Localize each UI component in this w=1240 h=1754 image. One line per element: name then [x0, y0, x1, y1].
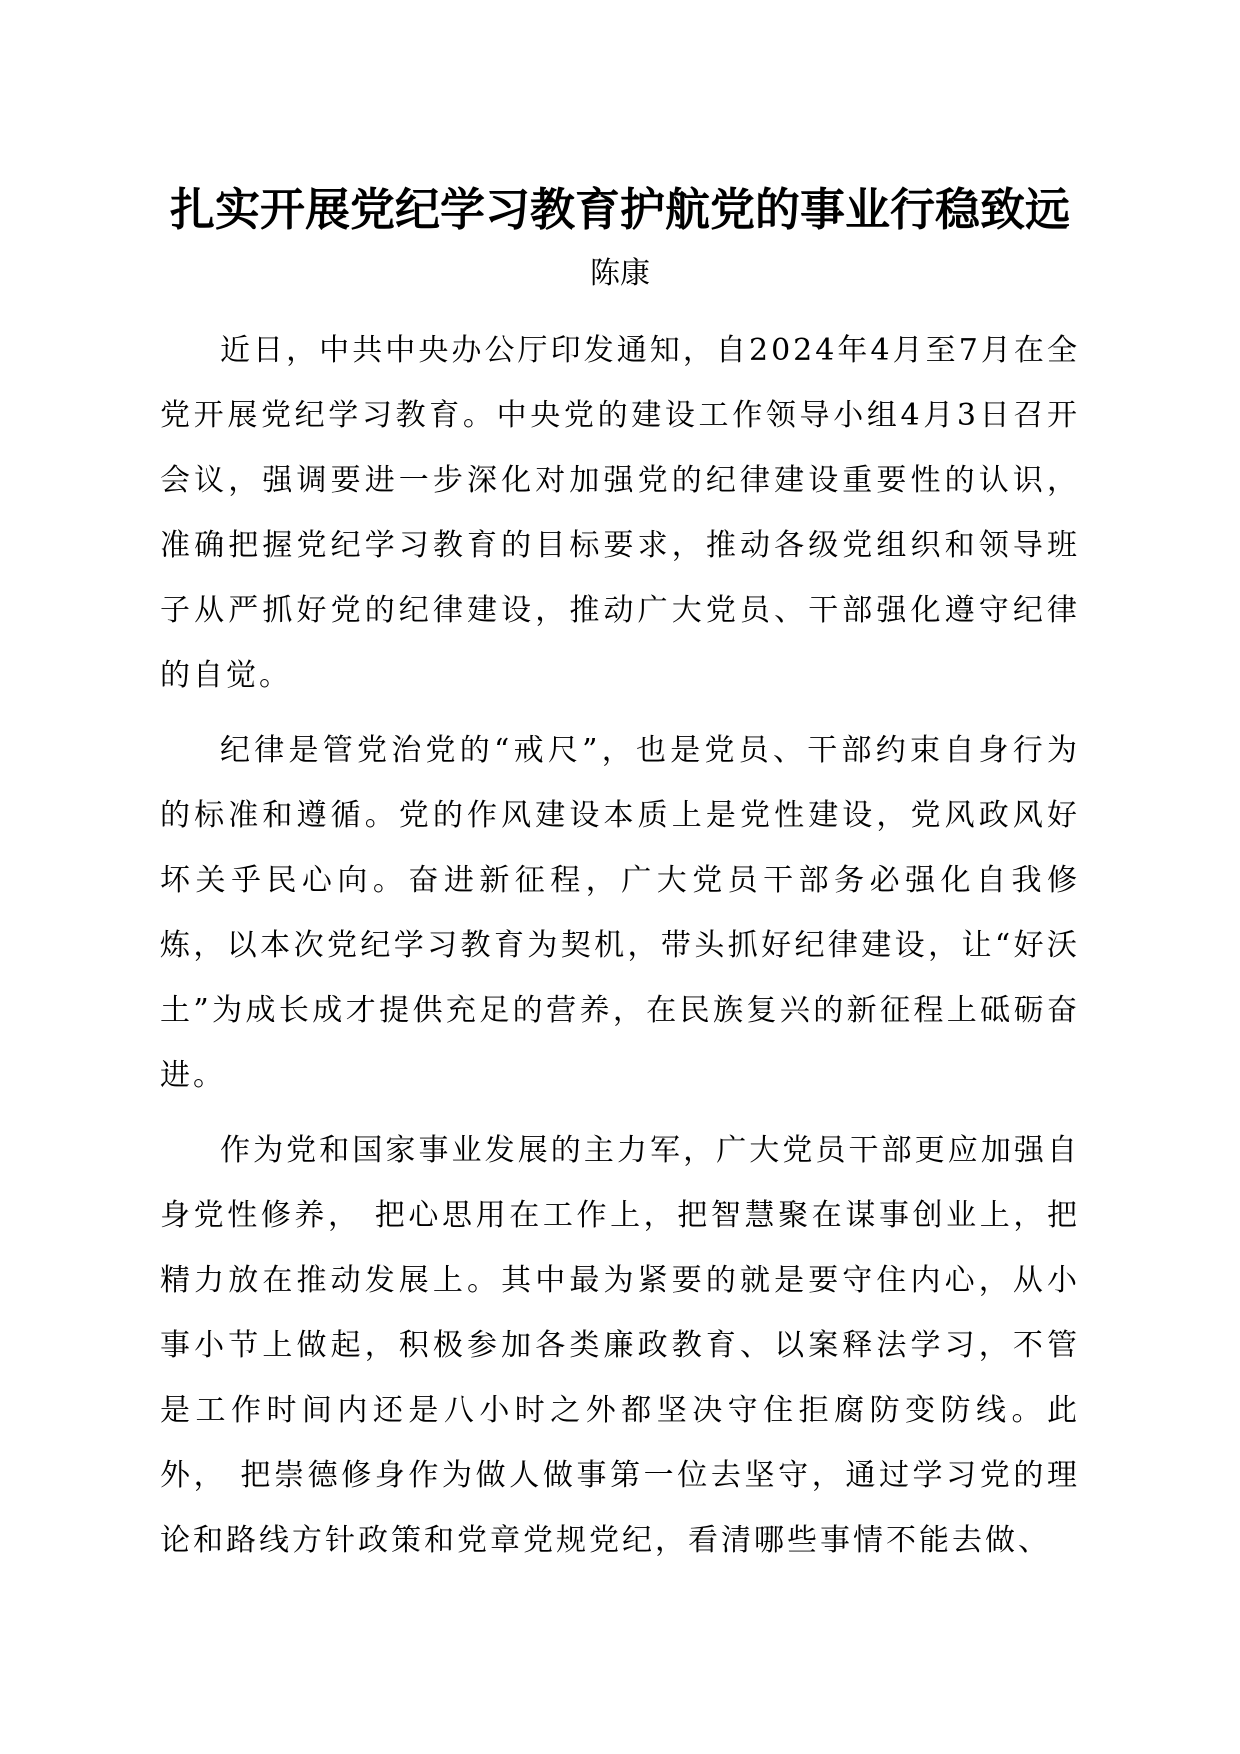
document-title: 扎实开展党纪学习教育护航党的事业行稳致远	[169, 183, 1070, 236]
document-body	[160, 318, 1080, 1583]
paragraph-2: 纪律是管党治党的“戒尺”，也是党员、干部约束自身行为的标准和遵循。党的作风建设本质上是党性建设，党风政风好坏关乎民心向。奋进新征程，广大党员干部务必强化自我修炼，以本次党纪学习教育为契机，带头抓好纪律建设，让“好沃土”为成长成才提供充足的营养，在民族复兴的新征程上砥砺奋进。	[160, 733, 1080, 1093]
paragraph-1: 近日，中共中央办公厅印发通知，自2024年4月至7月在全党开展党纪学习教育。中央党的建设工作领导小组4月3日召开会议，强调要进一步深化对加强党的纪律建设重要性的认识，准确把握党纪学习教育的目标要求，推动各级党组织和领导班子从严抓好党的纪律建设，推动广大党员、干部强化遵守纪律的自觉。	[160, 333, 1080, 693]
document-author: 陈康	[590, 256, 650, 291]
paragraph-3: 作为党和国家事业发展的主力军，广大党员干部更应加强自身党性修养， 把心思用在工作上，把智慧聚在谋事创业上，把精力放在推动发展上。其中最为紧要的就是要守住内心，从小事小节上做起，积极参加各类廉政教育、以案释法学习，不管是工作时间内还是八小时之外都坚决守住拒腐防变防线。此外， 把崇德修身作为做人做事第一位去坚守，通过学习党的理论和路线方针政策和党章党规党纪，看清哪些事情不能去做、	[160, 1133, 1080, 1558]
